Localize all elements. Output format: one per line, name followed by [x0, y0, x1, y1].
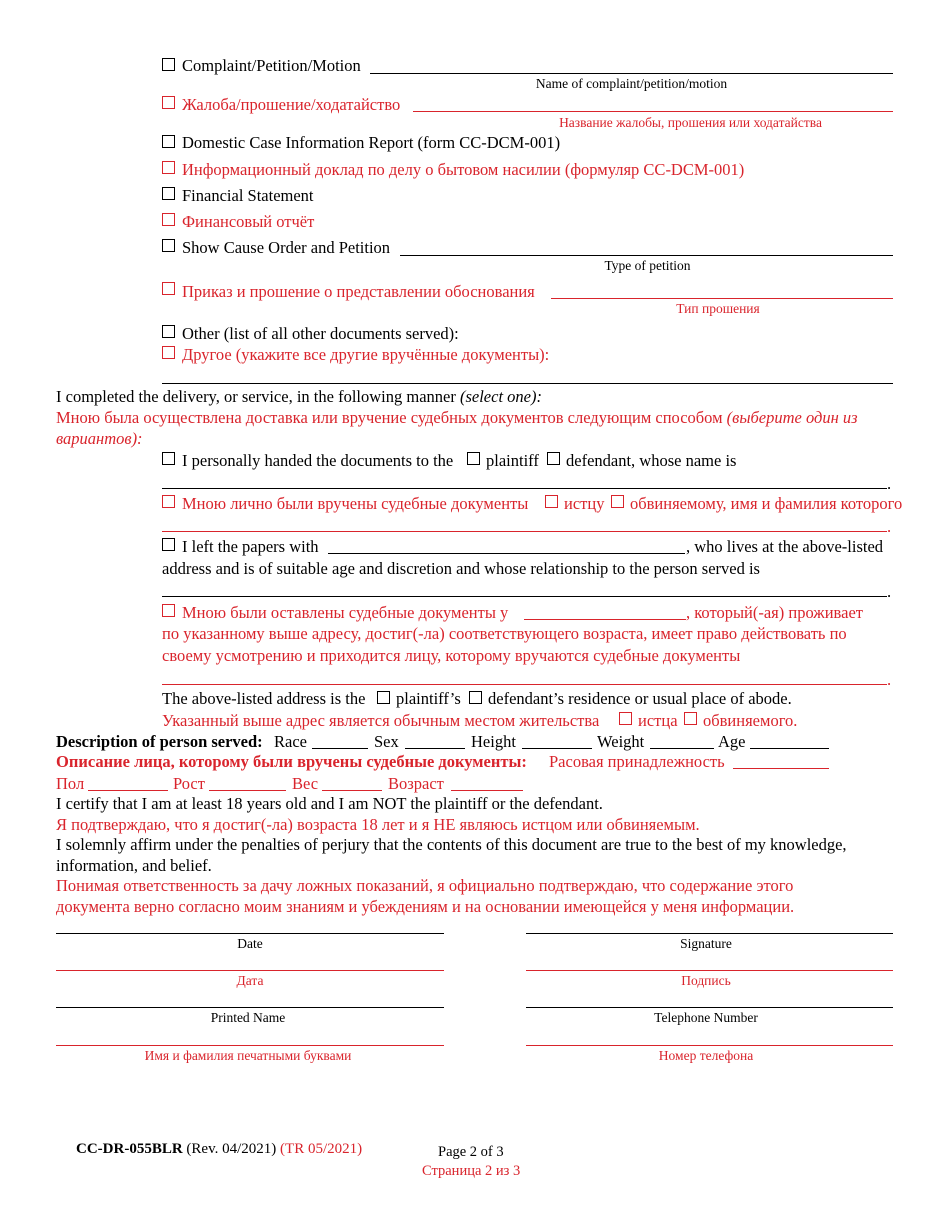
page-number-ru: Страница 2 из 3: [422, 1163, 521, 1179]
complaint-name-field[interactable]: [370, 73, 893, 74]
signature-ru-field[interactable]: [526, 970, 893, 971]
address-text: The above-listed address is the: [162, 689, 366, 708]
personal-defendant-ru-checkbox[interactable]: [611, 495, 624, 508]
description-ru-label: Описание лица, которому были вручены судебные документы:: [56, 752, 527, 771]
height-ru-label: Рост: [173, 774, 205, 793]
left-papers-text-3: address and is of suitable age and discretion and whose relationship to the person served is: [162, 559, 760, 578]
personal-service-ru-checkbox[interactable]: [162, 495, 175, 508]
personal-service-ru-text: Мною лично были вручены судебные документы: [182, 494, 529, 513]
signature-label: Signature: [680, 936, 732, 951]
show-cause-caption: Type of petition: [604, 258, 691, 273]
personal-defendant-label: defendant, whose name is: [566, 451, 737, 470]
manner-intro-ru-cont: вариантов):: [56, 429, 143, 448]
complaint-label: Complaint/Petition/Motion: [182, 56, 361, 75]
printed-name-ru-field[interactable]: [56, 1045, 444, 1046]
phone-label: Telephone Number: [654, 1010, 758, 1025]
show-cause-ru-caption: Тип прошения: [676, 301, 760, 316]
complaint-ru-name-field[interactable]: [413, 111, 893, 112]
address-plaintiff-ru-checkbox[interactable]: [619, 712, 632, 725]
weight-label: Weight: [597, 732, 645, 751]
sex-ru-label: Пол: [56, 774, 85, 793]
complaint-ru-checkbox[interactable]: [162, 96, 175, 109]
address-defendant-ru-checkbox[interactable]: [684, 712, 697, 725]
race-label: Race: [274, 732, 307, 751]
weight-ru-label: Вес: [292, 774, 319, 793]
other-label: Other (list of all other documents served):: [182, 324, 459, 343]
perjury-statement: I solemnly affirm under the penalties of perjury that the contents of this document are true to the best of my knowledge,: [56, 835, 847, 854]
personal-plaintiff-label: plaintiff: [486, 451, 539, 470]
relationship-ru-field[interactable]: [162, 684, 887, 685]
show-cause-ru-checkbox[interactable]: [162, 282, 175, 295]
left-papers-ru-text-3: по указанному выше адресу, достиг(-ла) соответствующего возраста, имеет право действовать по: [162, 624, 847, 643]
address-defendant-label: defendant’s residence or usual place of abode.: [488, 689, 792, 708]
complaint-checkbox[interactable]: [162, 58, 175, 71]
signature-ru-label: Подпись: [681, 973, 731, 988]
age-certification: I certify that I am at least 18 years old and I am NOT the plaintiff or the defendant.: [56, 794, 603, 813]
phone-ru-label: Номер телефона: [658, 1048, 754, 1063]
perjury-statement-cont: information, and belief.: [56, 856, 212, 875]
personal-name-field[interactable]: [162, 488, 887, 489]
personal-defendant-checkbox[interactable]: [547, 452, 560, 465]
date-ru-label: Дата: [236, 973, 264, 988]
show-cause-checkbox[interactable]: [162, 239, 175, 252]
height-ru-field[interactable]: [209, 790, 286, 791]
description-label: Description of person served:: [56, 732, 263, 751]
domestic-ru-checkbox[interactable]: [162, 161, 175, 174]
show-cause-ru-type-field[interactable]: [551, 298, 893, 299]
address-ru-text: Указанный выше адрес является обычным местом жительства: [162, 711, 600, 730]
date-label: Date: [237, 936, 263, 951]
weight-field[interactable]: [650, 748, 714, 749]
other-ru-label: Другое (укажите все другие вручённые документы):: [182, 345, 550, 364]
complaint-ru-label: Жалоба/прошение/ходатайство: [182, 95, 401, 114]
show-cause-ru-label: Приказ и прошение о представлении обоснования: [182, 282, 535, 301]
date-field[interactable]: [56, 933, 444, 934]
personal-service-text: I personally handed the documents to the: [182, 451, 454, 470]
show-cause-type-field[interactable]: [400, 255, 893, 256]
address-defendant-ru-label: обвиняемого.: [703, 711, 798, 730]
left-papers-person-field[interactable]: [328, 553, 685, 554]
complaint-caption: Name of complaint/petition/motion: [535, 76, 728, 91]
address-plaintiff-label: plaintiff’s: [396, 689, 461, 708]
address-plaintiff-ru-label: истца: [638, 711, 678, 730]
height-label: Height: [471, 732, 516, 751]
other-documents-field[interactable]: [162, 383, 893, 384]
left-papers-text-2: , who lives at the above-listed: [686, 537, 884, 556]
left-papers-ru-text-4: своему усмотрению и приходится лицу, которому вручаются судебные документы: [162, 646, 741, 665]
show-cause-label: Show Cause Order and Petition: [182, 238, 391, 257]
manner-intro: I completed the delivery, or service, in the following manner (select one):: [56, 387, 542, 406]
period: .: [887, 582, 892, 601]
left-papers-ru-person-field[interactable]: [524, 619, 686, 620]
perjury-statement-ru: Понимая ответственность за дачу ложных показаний, я официально подтверждаю, что содержание этого: [56, 876, 794, 895]
other-ru-checkbox[interactable]: [162, 346, 175, 359]
left-papers-ru-checkbox[interactable]: [162, 604, 175, 617]
perjury-statement-ru-cont: документа верно согласно моим знаниям и убеждениям и на основании имеющейся у меня информации.: [56, 897, 795, 916]
period: .: [887, 670, 892, 689]
sex-field[interactable]: [405, 748, 465, 749]
personal-name-ru-field[interactable]: [162, 531, 887, 532]
address-defendant-checkbox[interactable]: [469, 691, 482, 704]
financial-ru-checkbox[interactable]: [162, 213, 175, 226]
phone-ru-field[interactable]: [526, 1045, 893, 1046]
printed-name-field[interactable]: [56, 1007, 444, 1008]
manner-intro-ru: Мною была осуществлена доставка или вручение судебных документов следующим способом (выберите один из: [56, 408, 858, 427]
weight-ru-field[interactable]: [322, 790, 382, 791]
printed-name-label: Printed Name: [210, 1010, 286, 1025]
phone-field[interactable]: [526, 1007, 893, 1008]
age-field[interactable]: [750, 748, 829, 749]
date-ru-field[interactable]: [56, 970, 444, 971]
personal-service-checkbox[interactable]: [162, 452, 175, 465]
age-certification-ru: Я подтверждаю, что я достиг(-ла) возраста 18 лет и я НЕ являюсь истцом или обвиняемым.: [56, 815, 700, 834]
signature-field[interactable]: [526, 933, 893, 934]
personal-plaintiff-checkbox[interactable]: [467, 452, 480, 465]
period: .: [887, 474, 892, 493]
domestic-checkbox[interactable]: [162, 135, 175, 148]
printed-name-ru-label: Имя и фамилия печатными буквами: [144, 1048, 352, 1063]
other-checkbox[interactable]: [162, 325, 175, 338]
form-code: CC-DR-055BLR (Rev. 04/2021) (TR 05/2021): [76, 1141, 363, 1157]
complaint-ru-caption: Название жалобы, прошения или ходатайства: [559, 115, 822, 130]
personal-plaintiff-ru-checkbox[interactable]: [545, 495, 558, 508]
domestic-label: Domestic Case Information Report (form CC-DCM-001): [182, 133, 561, 152]
race-ru-label: Расовая принадлежность: [549, 752, 725, 771]
personal-defendant-ru-label: обвиняемому, имя и фамилия которого: [630, 494, 903, 513]
page-number: Page 2 of 3: [438, 1144, 504, 1160]
race-field[interactable]: [312, 748, 368, 749]
left-papers-ru-text: Мною были оставлены судебные документы у: [182, 603, 509, 622]
sex-ru-field[interactable]: [88, 790, 168, 791]
domestic-ru-label: Информационный доклад по делу о бытовом насилии (формуляр CC-DCM-001): [182, 160, 745, 179]
left-papers-checkbox[interactable]: [162, 538, 175, 551]
financial-checkbox[interactable]: [162, 187, 175, 200]
financial-label: Financial Statement: [182, 186, 314, 205]
address-plaintiff-checkbox[interactable]: [377, 691, 390, 704]
height-field[interactable]: [522, 748, 592, 749]
sex-label: Sex: [374, 732, 399, 751]
race-ru-field[interactable]: [733, 768, 829, 769]
left-papers-ru-text-2: , который(-ая) проживает: [686, 603, 863, 622]
age-ru-field[interactable]: [451, 790, 523, 791]
relationship-field[interactable]: [162, 596, 887, 597]
period: .: [887, 517, 892, 536]
left-papers-text: I left the papers with: [182, 537, 319, 556]
age-label: Age: [718, 732, 746, 751]
age-ru-label: Возраст: [388, 774, 444, 793]
personal-plaintiff-ru-label: истцу: [564, 494, 605, 513]
financial-ru-label: Финансовый отчёт: [182, 212, 315, 231]
